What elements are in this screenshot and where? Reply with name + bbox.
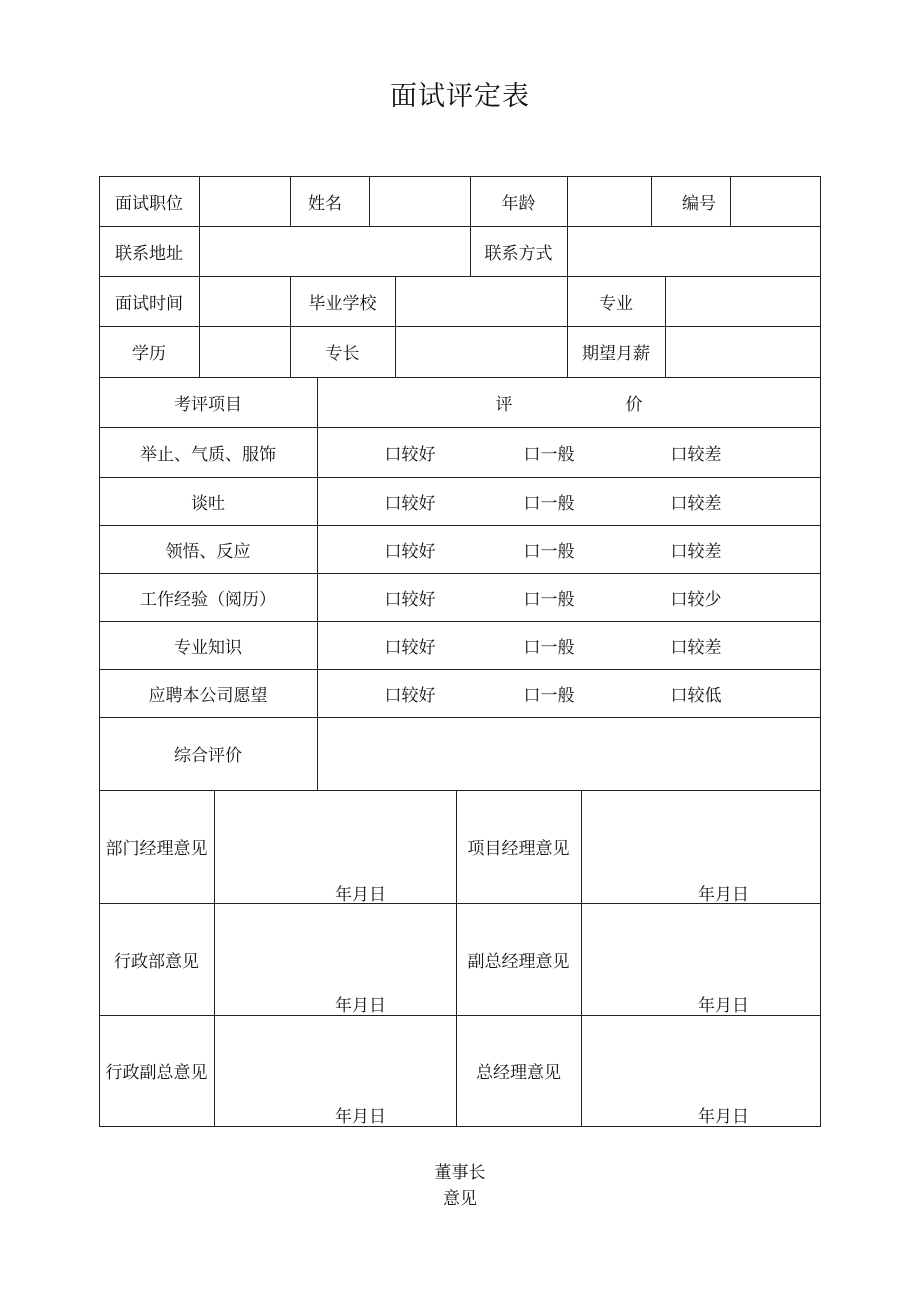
address-field[interactable] [200, 227, 470, 276]
option-good-checkbox[interactable]: 口较好 [384, 685, 436, 706]
specialty-field[interactable] [396, 327, 567, 377]
summary-field[interactable] [318, 718, 820, 790]
eval-item-label: 领悟、反应 [165, 541, 251, 562]
option-good-checkbox[interactable]: 口较好 [384, 444, 436, 465]
eval-item-label: 举止、气质、服饰 [140, 444, 276, 465]
date-label: 年月日 [698, 1107, 749, 1127]
eval-item-label: 应聘本公司愿望 [148, 685, 268, 706]
project-manager-label: 项目经理意见 [467, 839, 570, 859]
option-poor-checkbox[interactable]: 口较差 [670, 493, 722, 514]
table-border-right [820, 176, 821, 1127]
interview-time-field[interactable] [200, 277, 290, 326]
contact-field[interactable] [568, 227, 820, 276]
option-few-checkbox[interactable]: 口较少 [670, 589, 722, 610]
option-good-checkbox[interactable]: 口较好 [384, 541, 436, 562]
major-label: 专业 [599, 293, 633, 314]
contact-label: 联系方式 [484, 243, 553, 264]
option-good-checkbox[interactable]: 口较好 [384, 637, 436, 658]
option-good-checkbox[interactable]: 口较好 [384, 493, 436, 514]
name-label: 姓名 [308, 193, 342, 214]
number-field[interactable] [731, 177, 820, 226]
salary-field[interactable] [666, 327, 820, 377]
date-label: 年月日 [698, 885, 749, 905]
chairman-label: 董事长 [434, 1163, 486, 1183]
admin-deputy-label: 行政副总意见 [105, 1063, 208, 1083]
summary-label: 综合评价 [174, 746, 242, 766]
option-low-checkbox[interactable]: 口较低 [670, 685, 722, 706]
school-field[interactable] [396, 277, 567, 326]
option-average-checkbox[interactable]: 口一般 [523, 637, 575, 658]
salary-label: 期望月薪 [582, 344, 650, 364]
option-poor-checkbox[interactable]: 口较差 [670, 541, 722, 562]
eval-item-label: 工作经验（阅历） [140, 589, 276, 610]
specialty-label: 专长 [325, 344, 360, 364]
major-field[interactable] [666, 277, 820, 326]
page-title: 面试评定表 [390, 81, 530, 112]
education-label: 学历 [132, 344, 166, 364]
date-label: 年月日 [335, 996, 386, 1016]
eval-item-label: 谈吐 [191, 493, 225, 514]
eval-header-1: 评 [495, 394, 513, 415]
chairman-opinion-label: 意见 [443, 1189, 477, 1209]
admin-dept-label: 行政部意见 [114, 951, 199, 972]
option-poor-checkbox[interactable]: 口较差 [670, 637, 722, 658]
option-average-checkbox[interactable]: 口一般 [523, 541, 575, 562]
position-label: 面试职位 [115, 193, 183, 214]
number-label: 编号 [682, 193, 716, 214]
interview-time-label: 面试时间 [115, 293, 183, 314]
eval-item-header: 考评项目 [174, 394, 242, 415]
option-average-checkbox[interactable]: 口一般 [523, 589, 575, 610]
education-field[interactable] [200, 327, 290, 377]
dept-manager-label: 部门经理意见 [105, 839, 208, 859]
option-average-checkbox[interactable]: 口一般 [523, 685, 575, 706]
date-label: 年月日 [335, 1107, 386, 1127]
eval-header-2: 价 [625, 394, 643, 415]
gm-label: 总经理意见 [476, 1063, 561, 1083]
name-field[interactable] [370, 177, 470, 226]
option-average-checkbox[interactable]: 口一般 [523, 444, 575, 465]
age-field[interactable] [568, 177, 651, 226]
eval-item-label: 专业知识 [174, 637, 242, 658]
age-label: 年龄 [501, 193, 536, 214]
date-label: 年月日 [335, 885, 386, 905]
school-label: 毕业学校 [308, 293, 377, 314]
grid-line [651, 176, 652, 226]
deputy-gm-label: 副总经理意见 [467, 951, 570, 972]
date-label: 年月日 [698, 996, 749, 1016]
position-field[interactable] [200, 177, 290, 226]
option-average-checkbox[interactable]: 口一般 [523, 493, 575, 514]
option-good-checkbox[interactable]: 口较好 [384, 589, 436, 610]
address-label: 联系地址 [115, 243, 183, 264]
option-poor-checkbox[interactable]: 口较差 [670, 444, 722, 465]
